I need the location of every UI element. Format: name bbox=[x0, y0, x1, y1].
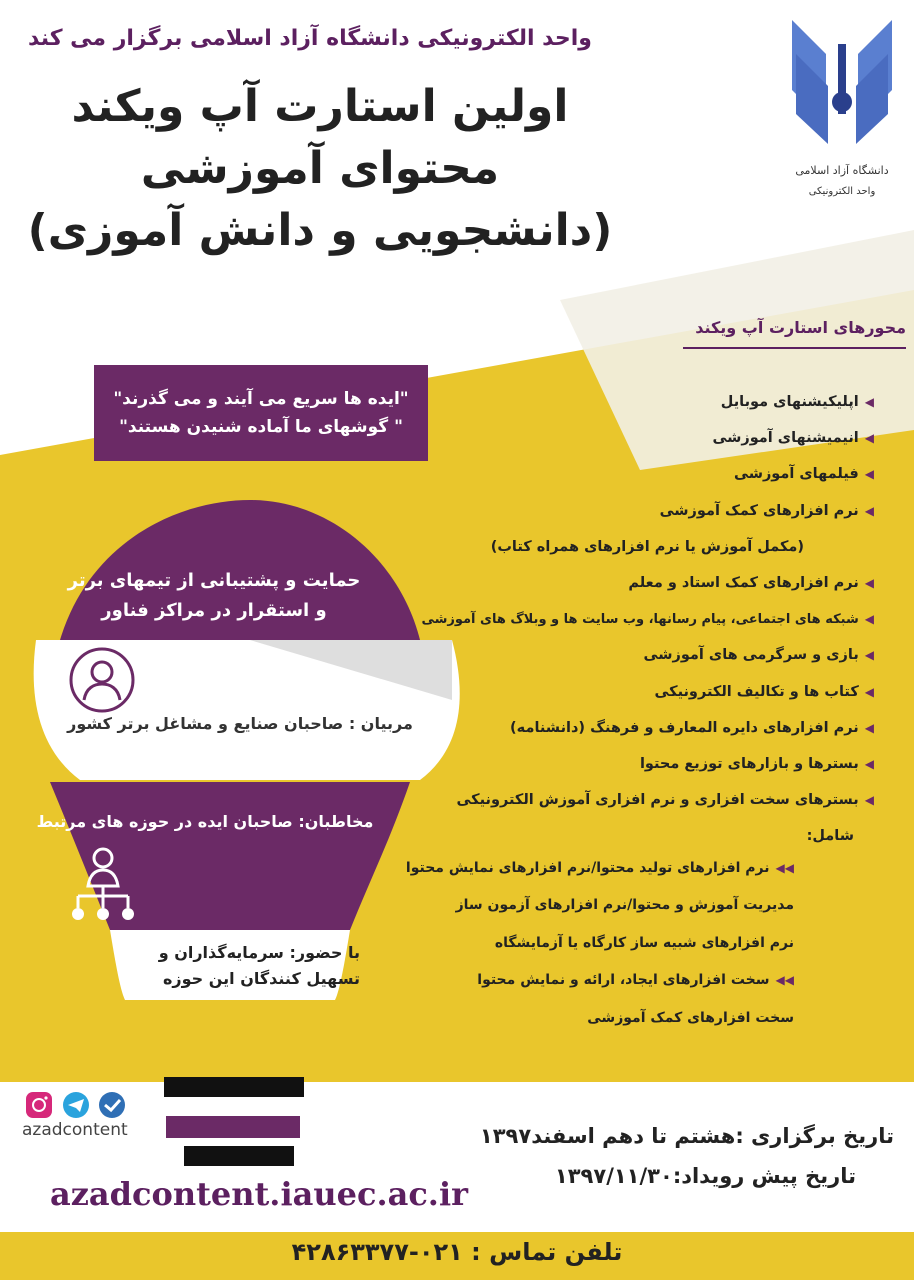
list-item: ◀کتاب ها و تکالیف الکترونیکی bbox=[654, 683, 874, 700]
triangle-bullet-icon: ◀ bbox=[864, 575, 874, 590]
fast-forward-bullet-icon: ◀◀ bbox=[775, 861, 794, 875]
list-item: شامل: bbox=[806, 828, 854, 845]
redaction-bar-2 bbox=[166, 1116, 300, 1138]
triangle-bullet-icon: ◀ bbox=[864, 431, 874, 446]
list-item: ◀فیلمهای آموزشی bbox=[734, 466, 874, 483]
redaction-bar-3 bbox=[184, 1146, 294, 1166]
pre-event-date: تاریخ پیش رویداد:۱۳۹۷/۱۱/۳۰ bbox=[554, 1164, 856, 1188]
support-line-2: و استقرار در مراکز فناور bbox=[101, 600, 327, 621]
list-item: ◀بازی و سرگرمی های آموزشی bbox=[643, 647, 874, 664]
list-item: ◀اپلیکیشنهای موبایل bbox=[720, 394, 874, 410]
sublist-item: ◀◀نرم افزارهای تولید محتوا/نرم افزارهای نمایش محتوا bbox=[405, 860, 794, 876]
triangle-bullet-icon: ◀ bbox=[864, 684, 874, 699]
triangle-bullet-icon: ◀ bbox=[864, 503, 874, 518]
instagram-icon[interactable] bbox=[26, 1092, 52, 1118]
university-logo bbox=[786, 14, 898, 210]
presence-line-2: تسهیل کنندگان این حوزه bbox=[162, 969, 360, 988]
sublist-item: نرم افزارهای شبیه ساز کارگاه یا آزمایشگاه bbox=[494, 934, 794, 951]
fast-forward-bullet-icon: ◀◀ bbox=[775, 973, 794, 988]
support-text bbox=[44, 566, 384, 626]
axes-title: محورهای استارت آپ ویکند bbox=[683, 318, 906, 349]
triangle-bullet-icon: ◀ bbox=[864, 793, 874, 808]
presence-text bbox=[100, 940, 360, 992]
logo-text-2: واحد الکترونیکی bbox=[808, 186, 876, 197]
triangle-bullet-icon: ◀ bbox=[864, 612, 874, 627]
user-icon bbox=[68, 646, 136, 714]
list-item: ◀نرم افزارهای کمک آموزشی bbox=[659, 502, 874, 519]
sublist-item: ◀◀سخت افزارهای ایجاد، ارائه و نمایش محتوا bbox=[477, 972, 794, 989]
list-item: ◀نرم افزارهای دایره المعارف و فرهنگ (دانشنامه) bbox=[510, 719, 874, 736]
triangle-bullet-icon: ◀ bbox=[864, 648, 874, 663]
triangle-bullet-icon: ◀ bbox=[864, 756, 874, 771]
page-title bbox=[20, 76, 620, 262]
audience-text: مخاطبان: صاحبان ایده در حوزه های مرتبط bbox=[36, 812, 374, 831]
redaction-bar-1 bbox=[164, 1077, 304, 1097]
triangle-bullet-icon: ◀ bbox=[864, 467, 874, 482]
axes-sublist bbox=[344, 850, 794, 1037]
mentors-text: مربیان : صاحبان صنایع و مشاغل برتر کشور bbox=[67, 714, 413, 733]
social-handle: azadcontent bbox=[22, 1120, 128, 1140]
quote-line-1: "ایده ها سریع می آیند و می گذرند" bbox=[113, 389, 409, 409]
messenger-icon[interactable] bbox=[99, 1092, 125, 1118]
social-icons bbox=[24, 1090, 144, 1118]
axes-list bbox=[354, 384, 874, 854]
list-item: (مکمل آموزش یا نرم افزارهای همراه کتاب) bbox=[490, 538, 804, 555]
title-line-2: محتوای آموزشی bbox=[140, 143, 500, 194]
support-line-1: حمایت و پشتیبانی از تیمهای برتر bbox=[67, 570, 361, 591]
event-date: تاریخ برگزاری :هشتم تا دهم اسفند۱۳۹۷ bbox=[479, 1124, 894, 1148]
triangle-bullet-icon: ◀ bbox=[864, 395, 874, 409]
title-line-1: اولین استارت آپ ویکند bbox=[71, 81, 569, 132]
telegram-icon[interactable] bbox=[63, 1092, 89, 1118]
list-item: ◀انیمیشنهای آموزشی bbox=[712, 430, 874, 447]
list-item: ◀بسترها و بازارهای توزیع محتوا bbox=[639, 755, 874, 772]
sublist-item: مدیریت آموزش و محتوا/نرم افزارهای آزمون ساز bbox=[455, 897, 794, 914]
sublist-item: سخت افزارهای کمک آموزشی bbox=[587, 1009, 794, 1026]
list-item: ◀بسترهای سخت افزاری و نرم افزاری آموزش الکترونیکی bbox=[456, 792, 874, 809]
quote-line-2: " گوشهای ما آماده شنیدن هستند" bbox=[119, 417, 403, 437]
network-people-icon bbox=[70, 846, 136, 924]
presence-line-1: با حضور: سرمایه‌گذاران و bbox=[158, 943, 360, 962]
triangle-bullet-icon: ◀ bbox=[864, 720, 874, 735]
list-item: ◀نرم افزارهای کمک استاد و معلم bbox=[628, 574, 874, 591]
contact-phone: تلفن تماس : ۰۲۱-۴۲۸۶۳۳۷۷ bbox=[291, 1238, 623, 1266]
website-link[interactable]: azadcontent.iauec.ac.ir bbox=[50, 1175, 468, 1213]
title-line-3: (دانشجویی و دانش آموزی) bbox=[27, 205, 613, 256]
list-item: ◀شبکه های اجتماعی، پیام رسانها، وب سایت ها و وبلاگ های آموزشی bbox=[421, 612, 874, 628]
organizer-text: واحد الکترونیکی دانشگاه آزاد اسلامی برگزار می کند bbox=[28, 26, 592, 51]
logo-text-1: دانشگاه آزاد اسلامی bbox=[795, 164, 889, 177]
